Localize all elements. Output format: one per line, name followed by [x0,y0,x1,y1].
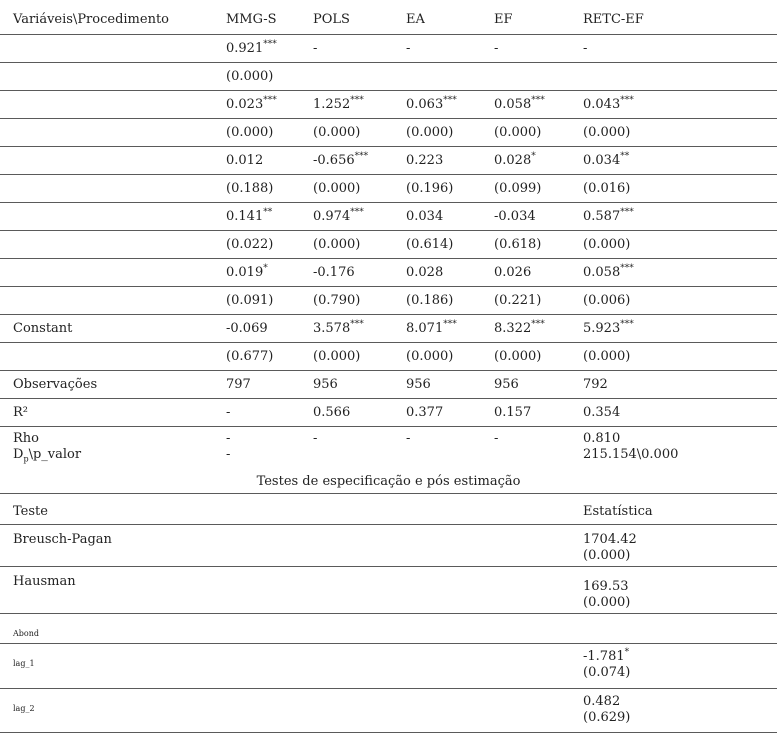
table-cell: 797 [226,377,251,392]
table-cell: 0.063*** [406,95,457,112]
row-label: Observações [13,377,98,392]
table-cell: 0.026 [494,265,532,280]
table-row [0,91,777,119]
table-cell: 0.141** [226,207,273,224]
dp-label-rest: \p_valor [28,447,82,462]
table-cell: 8.322*** [494,319,545,336]
test-label: Breusch-Pagan [13,532,112,547]
table-header-row [0,0,777,35]
table-cell: 956 [494,377,519,392]
table-cell: 0.377 [406,405,444,420]
table-cell: 0.034 [406,209,444,224]
rho-pols: - [313,431,318,446]
table-cell: 3.578*** [313,319,364,336]
table-cell: 0.566 [313,405,351,420]
table-cell: 0.043*** [583,95,634,112]
test-label: Hausman [13,574,76,589]
lag-value: -1.781* [583,647,630,664]
rho-row [0,427,777,494]
test-row-hausman [0,567,777,614]
table-cell: 0.023*** [226,95,277,112]
table-cell: 0.223 [406,153,444,168]
table-row [0,315,777,343]
tests-title: Testes de especificação e pós estimação [256,474,521,489]
table-cell: (0.000) [313,349,361,364]
abond-row [0,614,777,644]
table-cell: -0.069 [226,321,268,336]
table-row [0,147,777,175]
table-row [0,35,777,63]
table-cell: 0.974*** [313,207,364,224]
table-cell: 0.058*** [494,95,545,112]
table-cell: 0.157 [494,405,532,420]
dp-label-main: D [13,447,24,462]
table-cell: (0.196) [406,181,454,196]
header-retc-ef: RETC-EF [583,12,644,27]
table-cell: (0.099) [494,181,542,196]
abond-label: Abond [13,629,39,638]
row-label: R² [13,405,28,420]
dp-mmg-s: - [226,447,231,462]
table-cell: 0.587*** [583,207,634,224]
row-label: Constant [13,321,73,336]
dp-label-sub: p [23,454,29,464]
table-row [0,63,777,91]
table-cell: 0.034** [583,151,630,168]
table-cell: (0.000) [406,125,454,140]
table-cell: (0.000) [226,69,274,84]
table-cell: 0.921*** [226,39,277,56]
table-cell: -0.034 [494,209,536,224]
lag-row-1 [0,644,777,689]
table-cell: 1.252*** [313,95,364,112]
table-cell: (0.022) [226,237,274,252]
table-cell: (0.000) [583,349,631,364]
table-cell: -0.656*** [313,151,369,168]
table-cell: 0.012 [226,153,264,168]
table-cell: 956 [406,377,431,392]
rho-label: Rho [13,431,39,446]
rho-ef: - [494,431,499,446]
lag-label: lag_2 [13,704,35,713]
table-cell: - [494,41,499,56]
table-row [0,203,777,231]
table-row [0,259,777,287]
table-cell: -0.176 [313,265,355,280]
table-cell: 0.354 [583,405,621,420]
rho-retc-ef: 0.810 [583,431,621,446]
table-cell: (0.006) [583,293,631,308]
lag-value: 0.482 [583,694,621,709]
table-cell: 5.923*** [583,319,634,336]
lag-pvalue: (0.074) [583,665,631,680]
test-value: 1704.42 [583,532,637,547]
table-cell: (0.221) [494,293,542,308]
table-row [0,231,777,259]
dp-retc-ef: 215.154\0.000 [583,447,679,462]
table-cell: (0.000) [406,349,454,364]
tests-header-teste: Teste [13,504,48,519]
header-mmg-s: MMG-S [226,12,277,27]
table-cell: (0.186) [406,293,454,308]
table-cell: (0.000) [583,237,631,252]
table-cell: (0.000) [313,237,361,252]
table-cell: 792 [583,377,608,392]
table-row [0,371,777,399]
table-cell: - [226,405,231,420]
table-cell: (0.000) [313,181,361,196]
table-cell: - [583,41,588,56]
rho-mmg-s: - [226,431,231,446]
lag-row-2 [0,689,777,733]
header-pols: POLS [313,12,350,27]
table-cell: - [313,41,318,56]
table-row [0,119,777,147]
header-variables: Variáveis\Procedimento [13,12,169,27]
table-cell: (0.000) [226,125,274,140]
tests-header-estatistica: Estatística [583,504,653,519]
table-cell: (0.614) [406,237,454,252]
rho-ea: - [406,431,411,446]
header-ea: EA [406,12,425,27]
table-row [0,175,777,203]
lag-label: lag_1 [13,659,35,668]
table-cell: (0.091) [226,293,274,308]
header-ef: EF [494,12,513,27]
table-row [0,287,777,315]
table-cell: (0.016) [583,181,631,196]
table-cell: (0.000) [313,125,361,140]
table-cell: 8.071*** [406,319,457,336]
table-cell: 0.028 [406,265,444,280]
lag-pvalue: (0.629) [583,710,631,725]
table-cell: (0.188) [226,181,274,196]
dp-label [13,447,81,463]
table-cell: (0.677) [226,349,274,364]
test-row-breusch-pagan [0,525,777,567]
table-cell: 0.019* [226,263,268,280]
table-cell: (0.790) [313,293,361,308]
test-pvalue: (0.000) [583,595,631,610]
test-pvalue: (0.000) [583,548,631,563]
tests-header-row [0,494,777,525]
table-cell: 0.058*** [583,263,634,280]
test-value: 169.53 [583,579,629,594]
table-cell: (0.000) [494,349,542,364]
table-cell: (0.000) [583,125,631,140]
table-cell: - [406,41,411,56]
table-cell: 0.028* [494,151,536,168]
table-cell: (0.618) [494,237,542,252]
table-cell: (0.000) [494,125,542,140]
table-row [0,399,777,427]
table-cell: 956 [313,377,338,392]
table-row [0,343,777,371]
